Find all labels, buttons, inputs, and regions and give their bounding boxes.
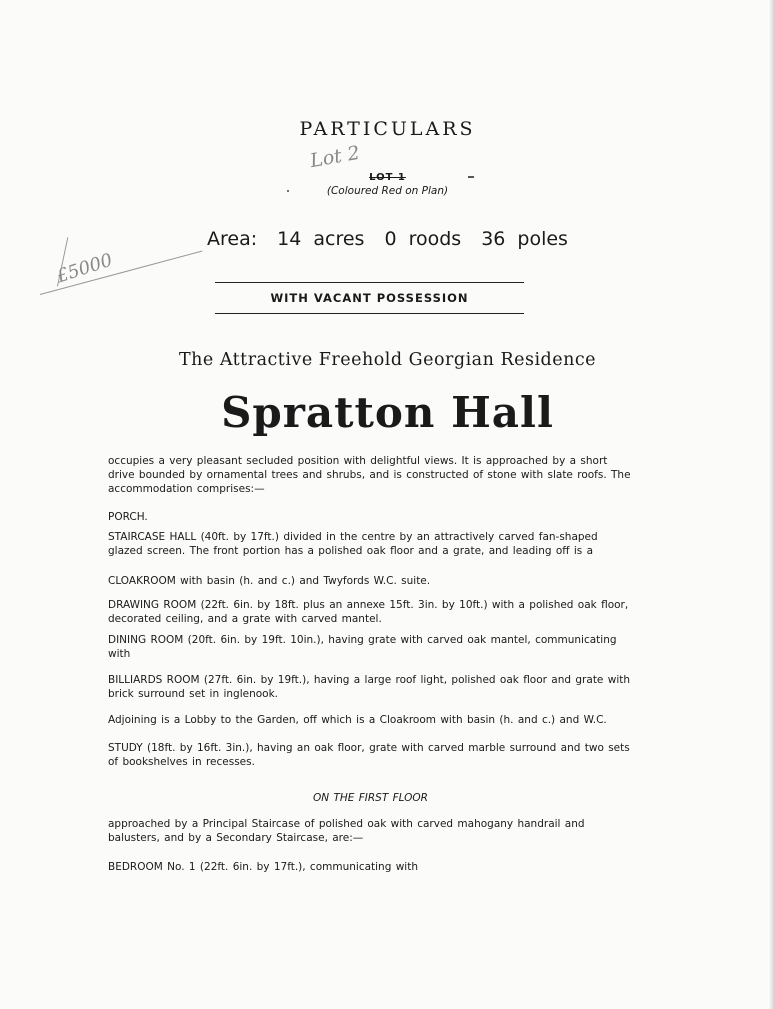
room-billiards-room: BILLIARDS ROOM (27ft. 6in. by 19ft.), having a large roof light, polished oak floor and grate with brick surround set in inglenook. [108,674,631,700]
room-study: STUDY (18ft. by 16ft. 3in.), having an oak floor, grate with carved marble surround and two sets of bookshelves in recesses. [108,742,630,768]
room-bedroom-1: BEDROOM No. 1 (22ft. 6in. by 17ft.), communicating with [108,861,418,873]
room-porch: PORCH. [108,511,148,523]
room-dining-room: DINING ROOM (20ft. 6in. by 19ft. 10in.), having grate with carved oak mantel, communicating with [108,634,617,660]
lot-number-struck: LOT 1 [369,172,406,183]
ink-speck [468,176,474,178]
document-title: PARTICULARS [299,118,476,140]
lot-number [0,172,775,183]
property-subtitle: The Attractive Freehold Georgian Residence [178,350,597,370]
room-staircase-hall: STAIRCASE HALL (40ft. by 17ft.) divided in the centre by an attractively carved fan-shaped glazed screen. The front portion has a polished oak floor and a grate, and leading off is a [108,531,598,557]
room-drawing-room: DRAWING ROOM (22ft. 6in. by 18ft. plus an annexe 15ft. 3in. by 10ft.) with a polished oak floor, decorated ceiling, and a grate with carved mantel. [108,599,629,625]
room-cloakroom: CLOAKROOM with basin (h. and c.) and Twyfords W.C. suite. [108,575,431,587]
page-edge-shadow [769,0,775,1009]
intro-paragraph: occupies a very pleasant secluded position with delightful views. It is approached by a short drive bounded by ornamental trees and shrubs, and is constructed of stone with slate roofs. The accommodation comprises:— [108,455,631,495]
lot-plan-note: (Coloured Red on Plan) [326,185,449,197]
handwritten-lot-annotation: Lot 2 [308,141,362,173]
area-roods: 0 roods [384,228,462,250]
area-acres: 14 acres [277,228,365,250]
room-lobby-cloakroom: Adjoining is a Lobby to the Garden, off which is a Cloakroom with basin (h. and c.) and W.C. [108,714,607,726]
area-poles: 36 poles [481,228,568,250]
vacant-possession-banner [215,282,524,314]
property-name: Spratton Hall [221,388,554,437]
first-floor-intro: approached by a Principal Staircase of polished oak with carved mahogany handrail and balusters, and by a Secondary Staircase, are:— [108,818,585,844]
area-label: Area: [207,228,258,250]
vacant-possession-text: WITH VACANT POSSESSION [270,291,469,305]
handwritten-price: £5000 [54,249,116,288]
area-line [0,228,775,250]
first-floor-heading: ON THE FIRST FLOOR [313,792,428,804]
